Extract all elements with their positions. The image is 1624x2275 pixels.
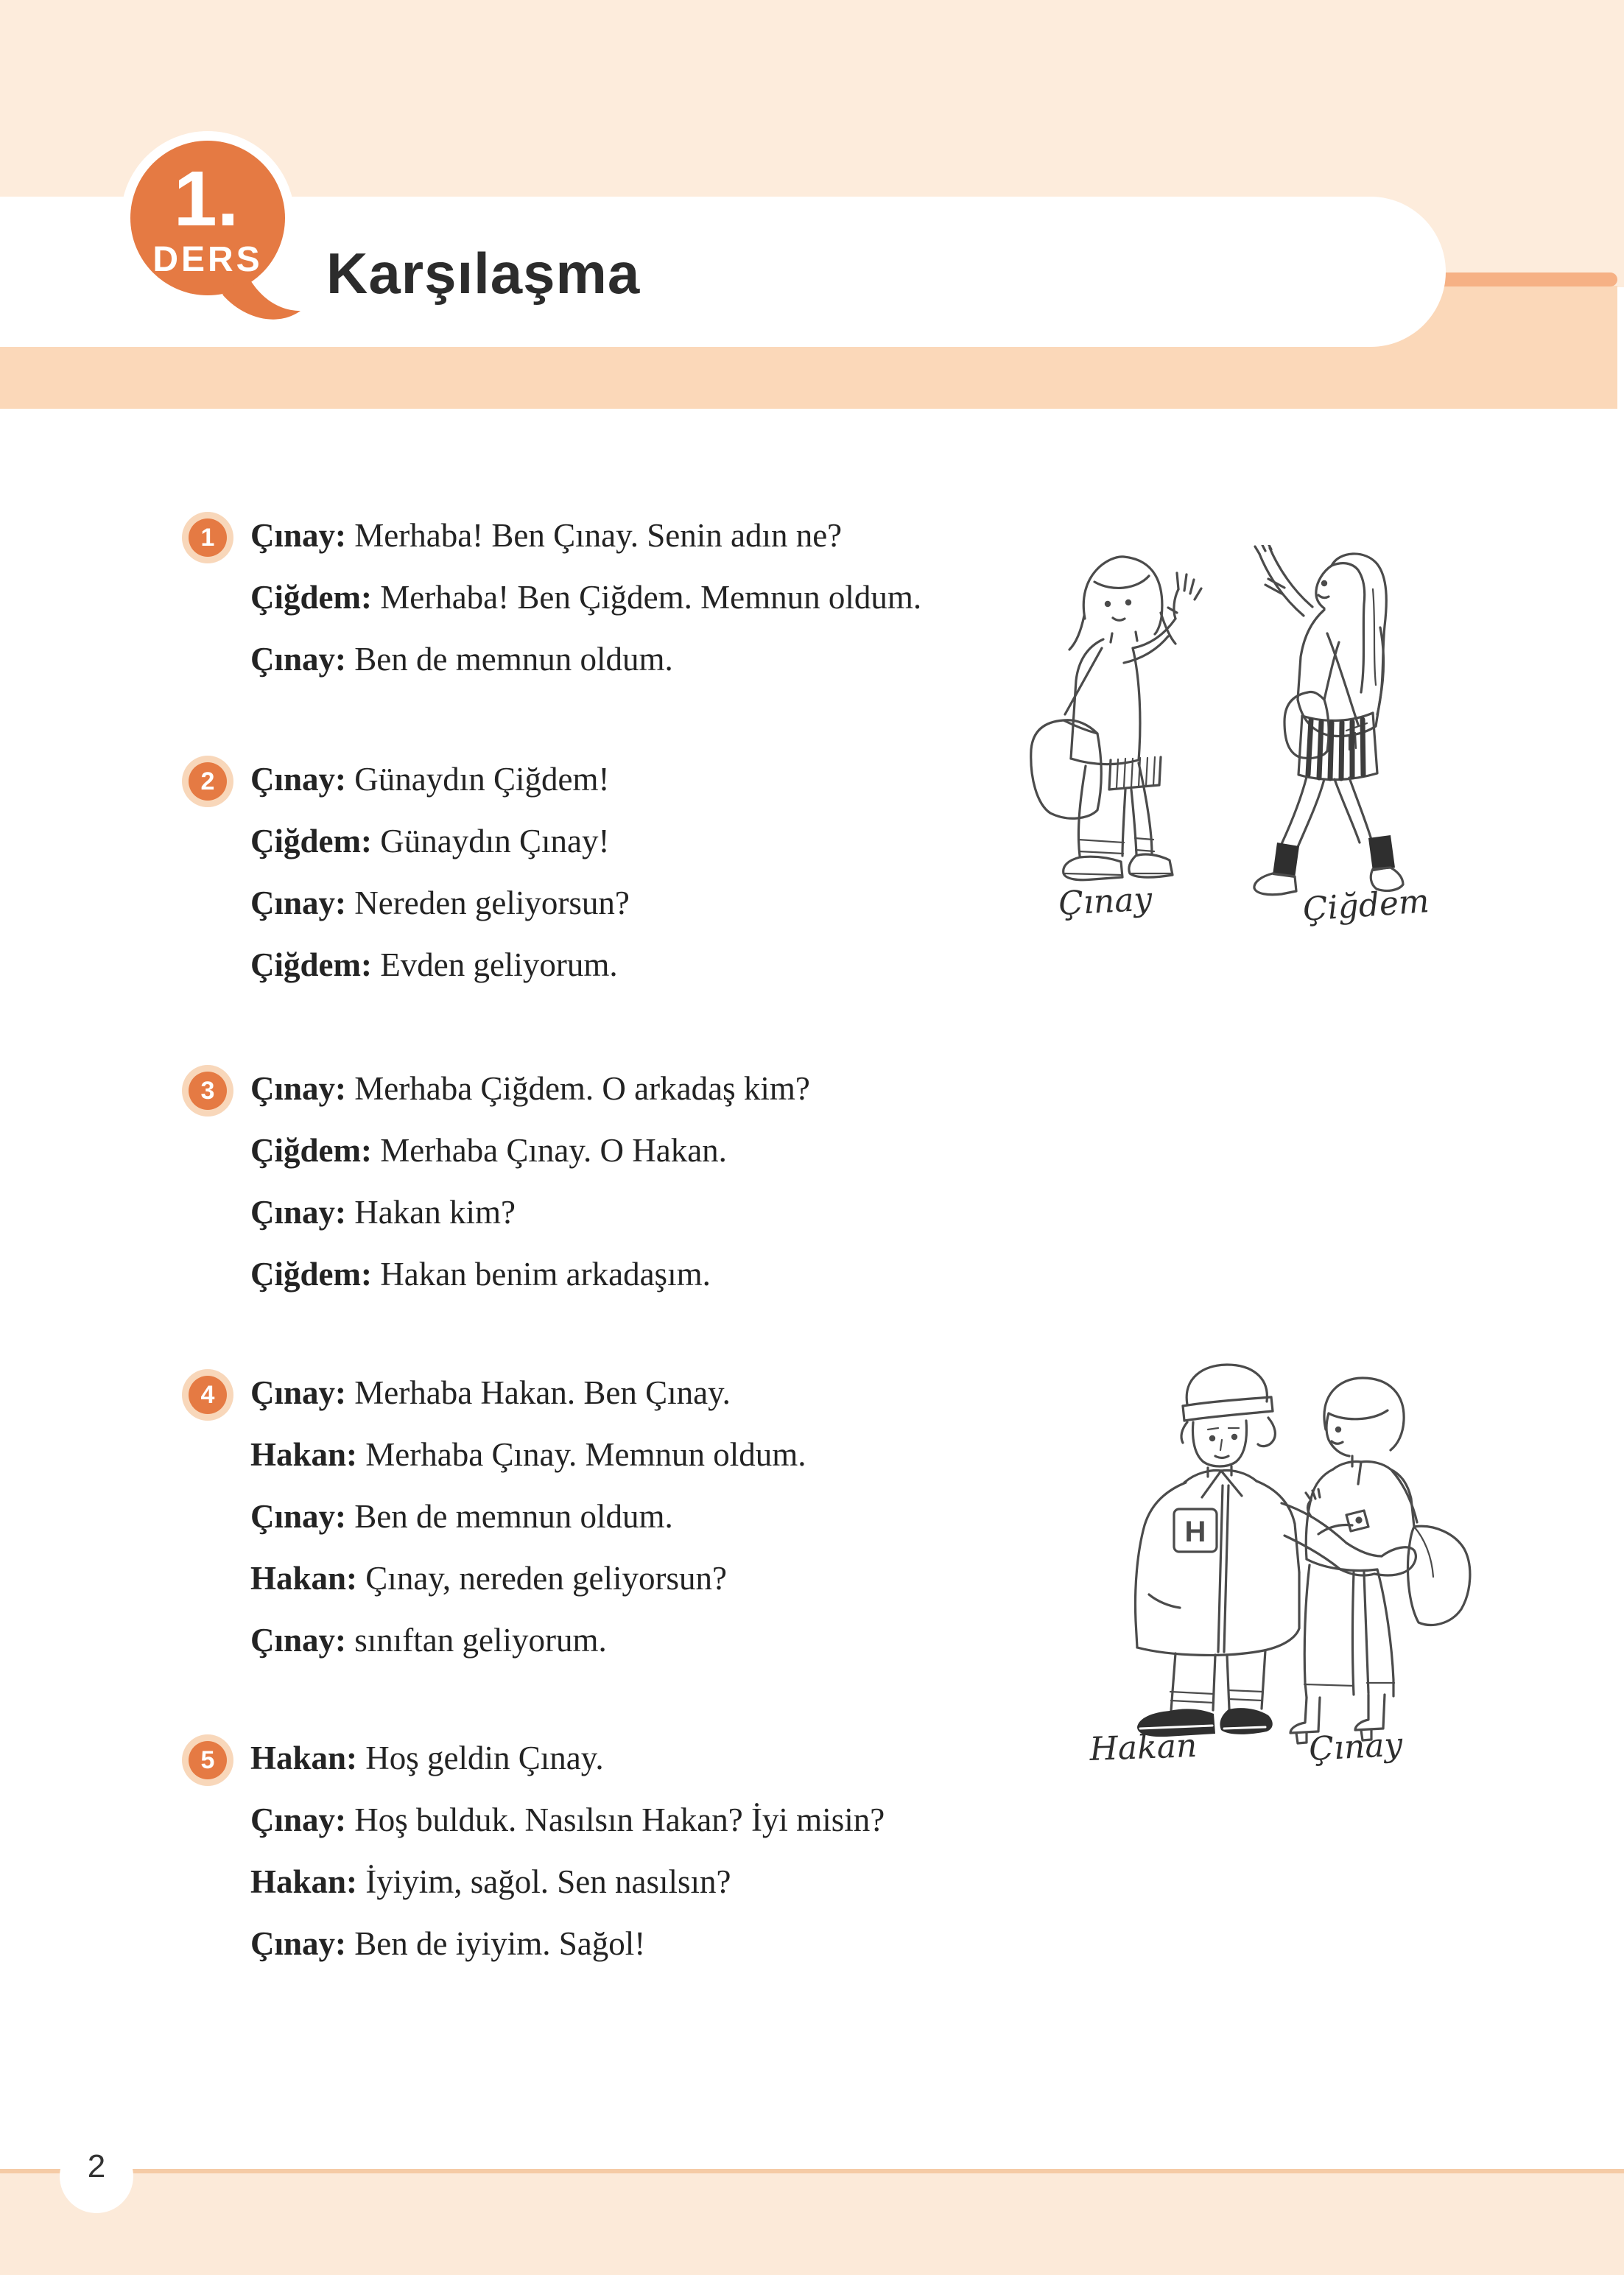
dialogue-lines (250, 1058, 810, 1305)
dialogue-number-badge: 5 (189, 1741, 227, 1779)
dialogue-section-1 (189, 504, 921, 690)
figure-label-cinay: Çınay (1057, 880, 1153, 923)
figure-hakan-gesturing (1136, 1365, 1416, 1737)
dialogue-lines (250, 748, 630, 996)
speaker-name: Hakan: (250, 1740, 358, 1776)
speaker-name: Çiğdem: (250, 579, 372, 616)
dialogue-line: Çınay: Günaydın Çiğdem! (250, 761, 610, 798)
figure-cigdem-waving (1254, 545, 1403, 895)
dialogue-line: Çiğdem: Evden geliyorum. (250, 946, 618, 983)
dialogue-line: Çiğdem: Hakan benim arkadaşım. (250, 1256, 711, 1293)
dialogue-line: Çiğdem: Merhaba! Ben Çiğdem. Memnun oldum. (250, 579, 922, 616)
speaker-name: Hakan: (250, 1560, 358, 1597)
figure-cinay-listening (1290, 1378, 1470, 1743)
speaker-name: Çınay: (250, 1070, 347, 1107)
dialogue-line: Çınay: Hoş bulduk. Nasılsın Hakan? İyi misin? (250, 1801, 885, 1838)
dialogue-line: Hakan: Hoş geldin Çınay. (250, 1740, 604, 1776)
dialogue-number-badge: 3 (189, 1072, 227, 1110)
lesson-word: DERS (152, 240, 263, 279)
page-number: 2 (87, 2148, 106, 2184)
speaker-name: Çınay: (250, 1374, 347, 1411)
footer-band (0, 2169, 1624, 2275)
dialogue-section-4 (189, 1362, 806, 1671)
lesson-badge-icon (103, 109, 324, 337)
speaker-name: Çiğdem: (250, 1256, 372, 1293)
speaker-name: Hakan: (250, 1863, 358, 1900)
speaker-name: Çiğdem: (250, 946, 372, 983)
speaker-name: Çınay: (250, 1925, 347, 1962)
speaker-name: Çınay: (250, 517, 347, 554)
speaker-name: Çınay: (250, 641, 347, 678)
dialogue-line: Çınay: Merhaba Hakan. Ben Çınay. (250, 1374, 731, 1411)
dialogue-line: Çınay: Merhaba Çiğdem. O arkadaş kim? (250, 1070, 810, 1107)
dialogue-line: Çınay: Nereden geliyorsun? (250, 885, 630, 921)
illustration-hakan-cinay (1031, 1359, 1488, 1801)
dialogue-number-badge: 1 (189, 518, 227, 557)
page-title: Karşılaşma (326, 241, 641, 306)
speaker-name: Çınay: (250, 1622, 347, 1659)
dialogue-lines (250, 1727, 885, 1975)
illustration-cinay-cigdem (1009, 545, 1480, 957)
speaker-name: Çınay: (250, 1194, 347, 1231)
dialogue-number-badge: 2 (189, 762, 227, 801)
dialogue-line: Hakan: Çınay, nereden geliyorsun? (250, 1560, 727, 1597)
speaker-name: Çiğdem: (250, 823, 372, 859)
speaker-name: Çiğdem: (250, 1132, 372, 1169)
dialogue-line: Çiğdem: Merhaba Çınay. O Hakan. (250, 1132, 727, 1169)
dialogue-section-2 (189, 748, 630, 996)
jacket-patch-letter: H (1184, 1516, 1206, 1548)
dialogue-line: Çınay: Ben de memnun oldum. (250, 1498, 673, 1535)
dialogue-section-3 (189, 1058, 810, 1305)
figure-cinay-waving (1031, 557, 1201, 880)
dialogue-line: Hakan: Merhaba Çınay. Memnun oldum. (250, 1436, 806, 1473)
figure-label-cigdem: Çiğdem (1301, 882, 1431, 929)
figure-label-cinay-2: Çınay (1307, 1726, 1404, 1768)
dialogue-line: Çınay: Merhaba! Ben Çınay. Senin adın ne? (250, 517, 843, 554)
dialogue-line: Çınay: Hakan kim? (250, 1194, 516, 1231)
speaker-name: Çınay: (250, 1498, 347, 1535)
speaker-name: Çınay: (250, 761, 347, 798)
dialogue-section-5 (189, 1727, 885, 1975)
dialogue-lines (250, 504, 921, 690)
speaker-name: Çınay: (250, 885, 347, 921)
header-accent-stripe (1436, 272, 1617, 286)
speaker-name: Hakan: (250, 1436, 358, 1473)
dialogue-number-badge: 4 (189, 1376, 227, 1414)
dialogue-line: Hakan: İyiyim, sağol. Sen nasılsın? (250, 1863, 731, 1900)
lesson-number: 1. (173, 155, 239, 242)
dialogue-line: Çınay: sınıftan geliyorum. (250, 1622, 607, 1659)
dialogue-line: Çınay: Ben de iyiyim. Sağol! (250, 1925, 646, 1962)
speaker-name: Çınay: (250, 1801, 347, 1838)
dialogue-line: Çiğdem: Günaydın Çınay! (250, 823, 610, 859)
figure-label-hakan: Hakan (1089, 1726, 1198, 1768)
dialogue-lines (250, 1362, 806, 1671)
dialogue-line: Çınay: Ben de memnun oldum. (250, 641, 673, 678)
